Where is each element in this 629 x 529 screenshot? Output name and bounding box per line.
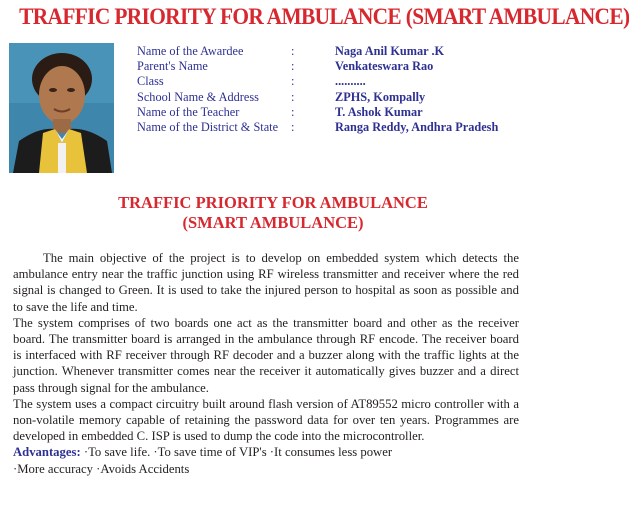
project-title-line2: (SMART AMBULANCE) <box>182 213 364 232</box>
info-value: ZPHS, Kompally <box>335 89 426 104</box>
awardee-info <box>137 44 498 135</box>
info-label: Name of the Teacher <box>137 104 240 119</box>
info-value: Venkateswara Rao <box>335 59 434 74</box>
info-colon: : <box>291 120 295 135</box>
advantages-line2: ·More accuracy ·Avoids Accidents <box>13 461 190 476</box>
page-title: TRAFFIC PRIORITY FOR AMBULANCE (SMART AMBULANCE) <box>19 4 629 29</box>
info-label: Class <box>137 74 164 89</box>
info-colon: : <box>291 104 295 119</box>
info-label: Name of the District & State <box>137 120 279 135</box>
info-label: Parent's Name <box>137 59 208 74</box>
info-value: Naga Anil Kumar .K <box>335 44 445 58</box>
advantages-line1: ·To save life. ·To save time of VIP's ·It consumes less power <box>80 445 393 460</box>
paragraph: The system comprises of two boards one act as the transmitter board and other as the receiver board. The transmitter board is arranged in the ambulance through RF encode. The receiver board is interfaced with RF receiver through RF decoder and a buzzer along with the traffic lights at the junction. Whenever transmitter comes near the receiver it automatically gives buzzer and a direct pass through signal for the ambulance. <box>13 315 519 395</box>
info-value: .......... <box>335 74 366 89</box>
info-row-district <box>137 120 498 135</box>
project-title <box>0 193 546 233</box>
info-label: Name of the Awardee <box>137 44 244 58</box>
info-row-school <box>137 90 498 105</box>
info-colon: : <box>291 89 295 104</box>
info-colon: : <box>291 59 295 74</box>
awardee-photo <box>9 43 114 173</box>
project-description <box>13 250 519 477</box>
info-label: School Name & Address <box>137 89 259 104</box>
advantages-label: Advantages: <box>13 445 81 460</box>
info-value: T. Ashok Kumar <box>335 104 423 119</box>
paragraph: The system uses a compact circuitry built around flash version of AT89552 micro controller with a non-volatile memory capable of retaining the password data for over ten years. Programmes are developed in embedded C. ISP is used to dump the code into the microcontroller. <box>13 396 519 444</box>
info-colon: : <box>291 74 295 89</box>
paragraph: The main objective of the project is to develop on embedded system which detects the ambulance entry near the traffic junction using RF wireless transmitter and receiver where the red signal is changed to Green. It is used to take the injured person to hospital as soon as possible and to save the life and time. <box>13 251 519 314</box>
info-value: Ranga Reddy, Andhra Pradesh <box>335 120 499 135</box>
advantages <box>13 444 519 460</box>
info-row-teacher <box>137 105 498 120</box>
info-row-awardee <box>137 44 498 59</box>
info-colon: : <box>291 44 295 58</box>
info-row-class <box>137 74 498 89</box>
project-title-line1: TRAFFIC PRIORITY FOR AMBULANCE <box>118 193 428 212</box>
info-row-parent <box>137 59 498 74</box>
